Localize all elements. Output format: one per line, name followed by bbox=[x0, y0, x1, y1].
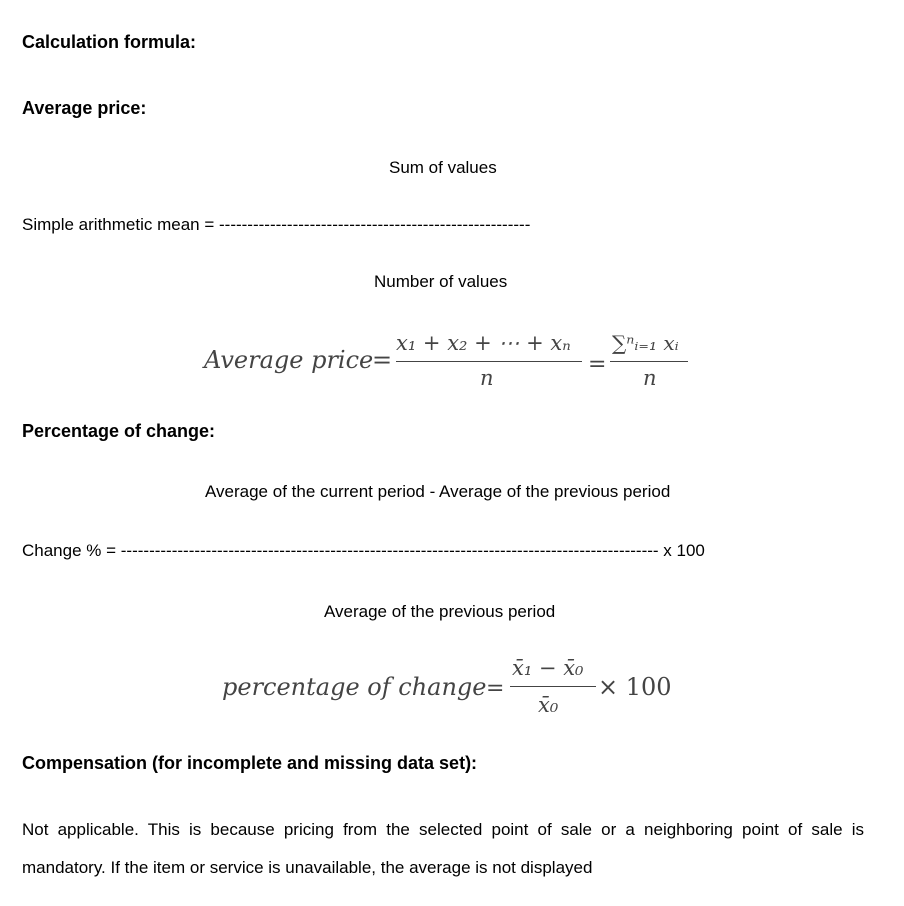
change-denominator: Average of the previous period bbox=[324, 602, 556, 621]
avg-formula-fraction-line-1 bbox=[396, 361, 582, 362]
change-lhs: Change % = bbox=[22, 541, 121, 560]
pct-formula-num: x̄₁ − x̄₀ bbox=[512, 656, 584, 680]
pct-formula-lhs: percentage of change bbox=[222, 673, 487, 701]
avg-formula-eq2: = bbox=[588, 352, 607, 377]
change-dashes: ----------------------------------------------------------------------------------------------- bbox=[120, 541, 659, 560]
change-line bbox=[22, 541, 705, 561]
simple-mean-dashes: ------------------------------------------------------- bbox=[219, 215, 531, 234]
pct-formula-eq: = bbox=[486, 676, 505, 701]
change-times: x 100 bbox=[658, 541, 705, 560]
simple-mean-denominator: Number of values bbox=[374, 272, 508, 291]
heading-calculation-formula: Calculation formula: bbox=[22, 32, 197, 52]
pct-formula-times: × 100 bbox=[598, 673, 672, 701]
simple-mean-line bbox=[22, 215, 530, 235]
heading-percentage-of-change: Percentage of change: bbox=[22, 421, 216, 441]
avg-formula-num2: ∑ⁿᵢ₌₁ xᵢ bbox=[612, 331, 679, 355]
avg-formula-den1: n bbox=[480, 366, 494, 390]
avg-formula-num1: x₁ + x₂ + ⋯ + xₙ bbox=[396, 331, 571, 355]
compensation-paragraph: Not applicable. This is because pricing from the selected point of sale or a neighboring point of sale is mandatory. If the item or service is unavailable, the average is not displayed bbox=[22, 820, 864, 877]
simple-mean-lhs: Simple arithmetic mean = bbox=[22, 215, 219, 234]
heading-compensation: Compensation (for incomplete and missing data set): bbox=[22, 753, 478, 773]
avg-formula-den2: n bbox=[643, 366, 657, 390]
simple-mean-numerator: Sum of values bbox=[389, 158, 497, 177]
avg-formula-fraction-line-2 bbox=[610, 361, 688, 362]
pct-formula-den: x̄₀ bbox=[538, 693, 559, 717]
avg-formula-lhs: Average price bbox=[204, 346, 374, 374]
avg-formula-eq: = bbox=[372, 346, 393, 374]
change-numerator: Average of the current period - Average of the previous period bbox=[205, 482, 671, 501]
heading-average-price: Average price: bbox=[22, 98, 147, 118]
pct-formula-fraction-line bbox=[510, 686, 596, 687]
